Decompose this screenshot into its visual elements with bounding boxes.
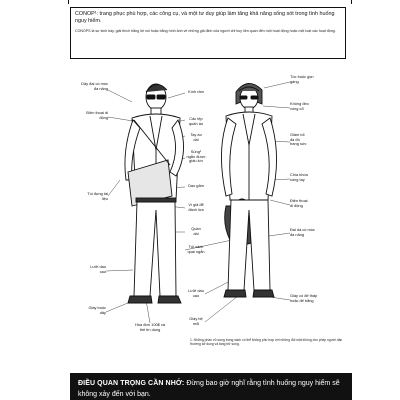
label-long-sleeves: Tay áo dài xyxy=(190,132,202,142)
label-mobile-phone-right: Điện thoại di động xyxy=(290,198,308,208)
label-decoy-wallet: Ví giả để đánh lừa xyxy=(188,202,204,212)
label-flat-shoes: Giày bệ mỏi xyxy=(189,316,203,326)
label-dagger: Dao găm xyxy=(188,183,204,188)
label-razor-left: Lưỡi dao cạo xyxy=(90,264,106,274)
label-low-heel-shoes: Giày có đế thấp hoặc đế bằng xyxy=(290,293,318,303)
banner-text: Đừng bao giờ nghĩ rằng tình huống nguy hiểm sẽ không xảy đến với bạn. xyxy=(78,380,340,398)
sunglasses-icon xyxy=(147,95,155,99)
label-mobile-phone-left: Điện thoại di động xyxy=(86,110,108,120)
label-clothing-files: Các tệp quấn áo xyxy=(188,116,204,126)
label-utility-belt: Dây đai có móc đa năng xyxy=(81,81,108,91)
label-neat-hair: Tóc buộc gọn gàng xyxy=(290,74,314,84)
flat-shoe-icon xyxy=(224,290,246,297)
banner-title: ĐIỀU QUAN TRỌNG CẦN NHỚ: xyxy=(78,380,185,387)
label-utility-belt-right: Đai da có móc đa năng xyxy=(290,227,315,237)
label-cash-card: Hóa đơn 100$ và thẻ tín dụng xyxy=(134,322,166,332)
label-short-handbag: Túi xách quai ngắn xyxy=(187,244,205,254)
definition-note: CONOPS là sự kinh bày, giải thích bằng lời nói hoặc bằng hình ảnh về những giả định của người chỉ huy liên quan đến một hoạt động hoặc một loạt các hoạt động. xyxy=(75,28,336,33)
label-laced-shoes: Giày buộc dây xyxy=(88,305,106,315)
man-figure xyxy=(125,84,184,303)
definition-text: CONOP¹: trang phục phù hợp, các công cụ, và một tư duy giúp làm tăng khả năng sống sót trong tình huống nguy hiểm. xyxy=(75,11,335,25)
label-handcuff-key: Chìa khóa còng tay xyxy=(290,172,308,182)
label-document-bag: Túi đựng tài liệu xyxy=(87,191,108,201)
label-sunglasses: Kính râm xyxy=(188,89,204,94)
label-razor-center: Lưỡi dao cạo xyxy=(188,288,204,298)
label-no-necklace: Không đeo vòng cổ xyxy=(290,101,309,111)
label-long-pants: Quần dài xyxy=(191,226,201,236)
reminder-banner xyxy=(70,373,352,400)
label-minimal-jewelry: Giảm tối đa đồ trang sức xyxy=(290,132,307,147)
footnote: 1. Những phần vũ sưng trong sách có thể không phù hợp với những đối mặt không cho phép người dân thường sở dụng và tàng trữ súng. xyxy=(190,338,343,347)
woman-figure xyxy=(221,83,276,297)
laced-shoe-icon xyxy=(128,296,152,303)
label-concealed-gun: Súng¹ ngắn được giấu kín xyxy=(186,149,206,164)
